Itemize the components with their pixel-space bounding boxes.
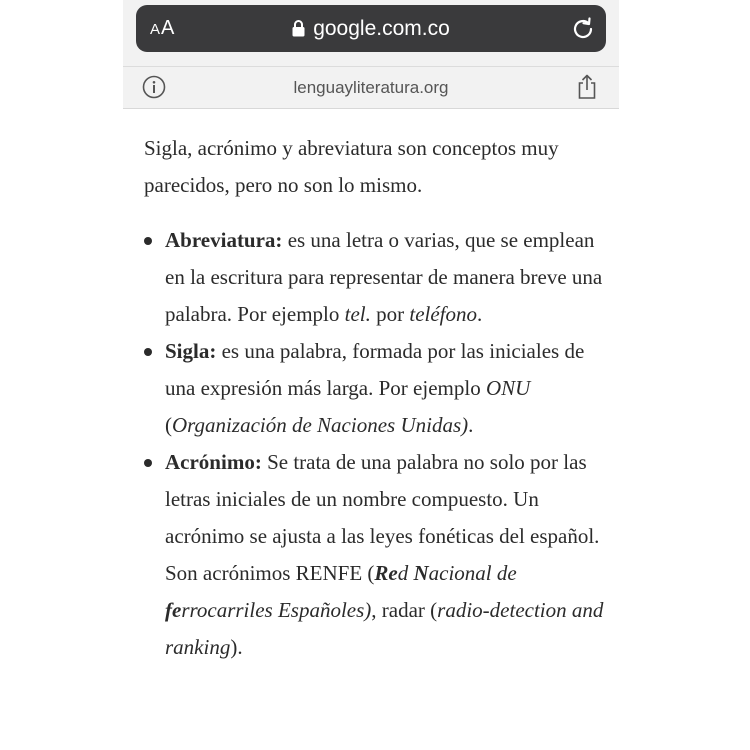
definition-text: . xyxy=(468,413,474,437)
definition-text: es una letra o varias, que se emplean en la escritura para representar de manera breve una palabra. Por ejemplo xyxy=(165,228,603,326)
browser-chrome xyxy=(123,0,619,109)
site-bar xyxy=(123,66,619,109)
example-bold: fe xyxy=(165,598,182,622)
definition-text: ( xyxy=(165,413,172,437)
definition-text: es una palabra, formada por las iniciales de una expresión más larga. Por ejemplo xyxy=(165,339,585,400)
definition-text: , radar ( xyxy=(371,598,438,622)
definition-text: ). xyxy=(230,635,243,659)
example-text: teléfono xyxy=(409,302,478,326)
example-rest: d xyxy=(397,561,414,585)
address-bar[interactable] xyxy=(136,5,606,52)
list-item-abreviatura xyxy=(144,222,614,333)
reload-icon[interactable] xyxy=(570,16,596,42)
example-rest: acional de xyxy=(428,561,517,585)
example-bold: N xyxy=(413,561,429,585)
site-name: lenguayliteratura.org xyxy=(293,78,449,97)
term-acronimo: Acrónimo: xyxy=(165,450,262,474)
example-rest: rrocarriles Españoles) xyxy=(181,598,372,622)
text-size-button[interactable]: AA xyxy=(150,17,176,39)
example-text: radio-detection and ranking xyxy=(165,598,604,659)
term-sigla: Sigla: xyxy=(165,339,217,363)
list-item-acronimo xyxy=(144,444,614,666)
example-text: ONU xyxy=(485,376,531,400)
definition-text: por xyxy=(370,302,410,326)
definitions-list xyxy=(144,222,614,666)
definition-text: . xyxy=(477,302,483,326)
example-text: Organización de Naciones Unidas) xyxy=(172,413,469,437)
example-text: tel. xyxy=(344,302,371,326)
lock-icon xyxy=(292,20,305,37)
intro-paragraph: Sigla, acrónimo y abreviatura son conceptos muy parecidos, pero no son lo mismo. xyxy=(144,136,559,197)
domain-display[interactable] xyxy=(136,5,606,52)
article-body xyxy=(144,130,614,666)
list-item-sigla xyxy=(144,333,614,444)
domain-text: google.com.co xyxy=(313,16,450,40)
term-abreviatura: Abreviatura: xyxy=(165,228,283,252)
share-icon[interactable] xyxy=(576,74,598,100)
definition-text: Se trata de una palabra no solo por las letras iniciales de un nombre compuesto. Un acrónimo se ajusta a las leyes fonéticas del español. Son acrónimos RENFE ( xyxy=(165,450,600,585)
example-bold: Re xyxy=(374,561,398,585)
